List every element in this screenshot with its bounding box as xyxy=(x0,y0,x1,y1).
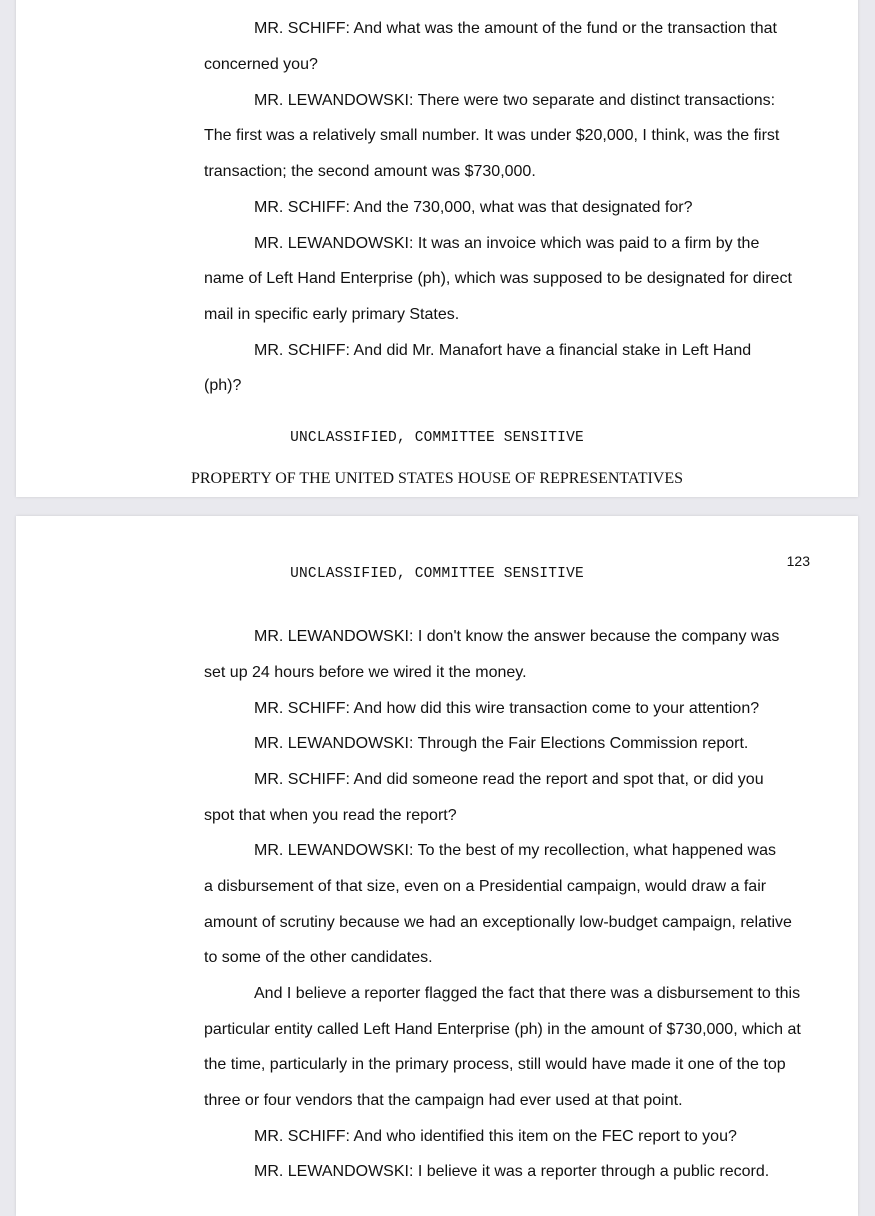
transcript-line: amount of scrutiny because we had an exceptionally low-budget campaign, relative xyxy=(204,914,792,931)
transcript-line: (ph)? xyxy=(204,377,242,394)
transcript-line: a disbursement of that size, even on a Presidential campaign, would draw a fair xyxy=(204,878,767,895)
classification-footer: UNCLASSIFIED, COMMITTEE SENSITIVE xyxy=(290,430,584,446)
transcript-line: MR. LEWANDOWSKI: I believe it was a reporter through a public record. xyxy=(254,1163,770,1180)
transcript-page-123 xyxy=(16,516,858,1216)
transcript-line: the time, particularly in the primary process, still would have made it one of the top xyxy=(204,1056,786,1073)
transcript-line: spot that when you read the report? xyxy=(204,807,457,824)
transcript-line: three or four vendors that the campaign had ever used at that point. xyxy=(204,1092,683,1109)
transcript-line: mail in specific early primary States. xyxy=(204,306,460,323)
classification-header: UNCLASSIFIED, COMMITTEE SENSITIVE xyxy=(290,566,584,582)
transcript-line: And I believe a reporter flagged the fact that there was a disbursement to this xyxy=(254,985,801,1002)
transcript-line: The first was a relatively small number. It was under $20,000, I think, was the first xyxy=(204,127,780,144)
transcript-line: MR. SCHIFF: And how did this wire transaction come to your attention? xyxy=(254,700,760,717)
transcript-line: set up 24 hours before we wired it the money. xyxy=(204,664,527,681)
transcript-line: MR. SCHIFF: And did Mr. Manafort have a financial stake in Left Hand xyxy=(254,342,752,359)
transcript-line: MR. LEWANDOWSKI: Through the Fair Elections Commission report. xyxy=(254,735,749,752)
transcript-line: to some of the other candidates. xyxy=(204,949,433,966)
transcript-line: transaction; the second amount was $730,000. xyxy=(204,163,536,180)
property-notice: PROPERTY OF THE UNITED STATES HOUSE OF REPRESENTATIVES xyxy=(190,470,684,487)
transcript-line: MR. SCHIFF: And what was the amount of the fund or the transaction that xyxy=(254,20,777,37)
page-number: 123 xyxy=(786,553,810,569)
transcript-line: MR. LEWANDOWSKI: It was an invoice which was paid to a firm by the xyxy=(254,235,760,252)
transcript-line: MR. SCHIFF: And did someone read the report and spot that, or did you xyxy=(254,771,764,788)
transcript-line: MR. SCHIFF: And who identified this item on the FEC report to you? xyxy=(254,1128,737,1145)
transcript-line: MR. LEWANDOWSKI: I don't know the answer because the company was xyxy=(254,628,780,645)
transcript-line: particular entity called Left Hand Enterprise (ph) in the amount of $730,000, which at xyxy=(204,1021,801,1038)
transcript-line: MR. SCHIFF: And the 730,000, what was that designated for? xyxy=(254,199,693,216)
transcript-line: MR. LEWANDOWSKI: To the best of my recollection, what happened was xyxy=(254,842,776,859)
transcript-line: concerned you? xyxy=(204,56,318,73)
transcript-page-previous xyxy=(16,0,858,497)
transcript-line: MR. LEWANDOWSKI: There were two separate and distinct transactions: xyxy=(254,92,776,109)
transcript-line: name of Left Hand Enterprise (ph), which was supposed to be designated for direct xyxy=(204,270,792,287)
